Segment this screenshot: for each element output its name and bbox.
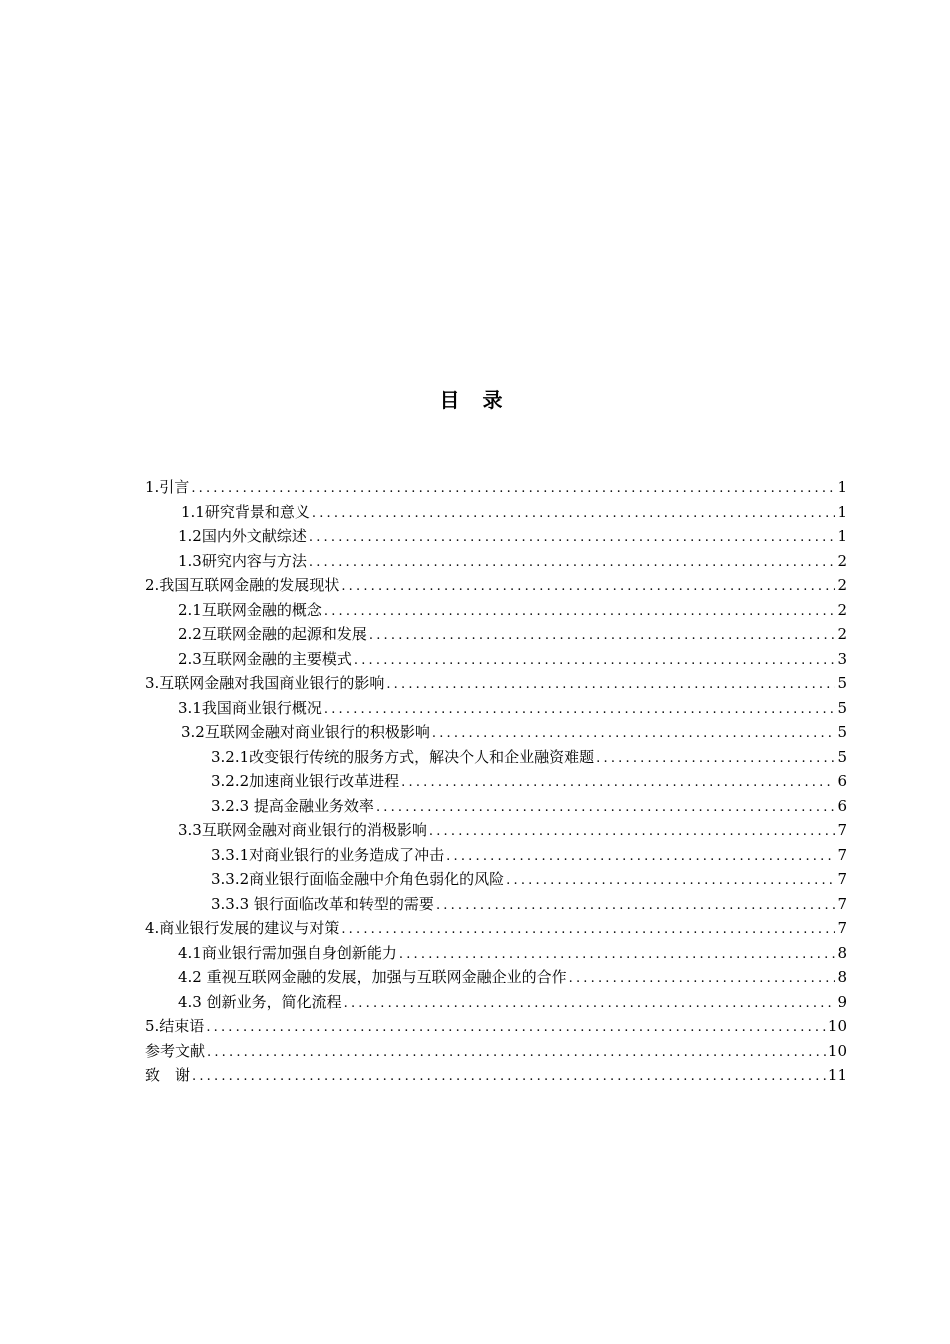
toc-leader-dots <box>569 967 836 992</box>
toc-entry[interactable] <box>145 794 847 819</box>
toc-entry-title: 3.2.3 提高金融业务效率 <box>211 796 374 815</box>
toc-entry-title: 3.1我国商业银行概况 <box>178 698 322 717</box>
toc-leader-dots <box>344 992 836 1017</box>
toc-entry-page: 5 <box>837 674 847 692</box>
toc-entry-page: 6 <box>837 796 847 815</box>
toc-entry-page: 9 <box>837 992 847 1011</box>
toc-entry[interactable] <box>145 720 847 745</box>
toc-entry-title: 1.1研究背景和意义 <box>181 502 310 521</box>
toc-entry[interactable] <box>145 1039 847 1064</box>
toc-entry[interactable] <box>145 990 847 1015</box>
toc-leader-dots <box>369 624 836 649</box>
toc-leader-dots <box>207 1041 826 1066</box>
toc-entry[interactable] <box>145 500 847 525</box>
toc-entry[interactable] <box>145 671 847 696</box>
toc-entry[interactable] <box>145 843 847 868</box>
toc-entry-page: 5 <box>837 698 847 717</box>
toc-entry-page: 11 <box>827 1066 847 1084</box>
toc-entry-title: 2.1互联网金融的概念 <box>178 600 322 619</box>
toc-leader-dots <box>309 551 836 576</box>
toc-leader-dots <box>206 1016 826 1041</box>
toc-entry-page: 7 <box>837 821 847 839</box>
toc-entry[interactable] <box>145 769 847 794</box>
toc-leader-dots <box>401 771 835 796</box>
toc-entry-title: 3.3.1对商业银行的业务造成了冲击 <box>211 845 445 864</box>
toc-leader-dots <box>309 526 836 551</box>
toc-entry-page: 5 <box>837 747 847 766</box>
toc-entry-title: 3.3.2商业银行面临金融中介角色弱化的风险 <box>211 870 505 888</box>
toc-entry[interactable] <box>145 598 847 623</box>
toc-leader-dots <box>324 698 836 723</box>
toc-entry-title: 2.2互联网金融的起源和发展 <box>178 625 367 643</box>
toc-entry[interactable] <box>145 941 847 966</box>
toc-entry-page: 10 <box>827 1041 847 1060</box>
toc-entry-page: 2 <box>837 600 847 619</box>
toc-entry[interactable] <box>145 1063 847 1088</box>
toc-leader-dots <box>436 894 836 919</box>
toc-entry[interactable] <box>145 916 847 941</box>
toc-entry-page: 1 <box>837 527 847 545</box>
toc-entry-page: 2 <box>837 551 847 570</box>
toc-entry-page: 7 <box>837 845 847 864</box>
toc-leader-dots <box>432 722 836 747</box>
toc-leader-dots <box>376 796 836 821</box>
toc-leader-dots <box>192 1065 826 1090</box>
toc-entry-title: 3.互联网金融对我国商业银行的影响 <box>145 674 385 692</box>
toc-entry[interactable] <box>145 1014 847 1039</box>
toc-entry-title: 1.2国内外文献综述 <box>178 527 307 545</box>
toc-entry-page: 8 <box>837 943 847 962</box>
toc-entry-page: 3 <box>837 649 847 668</box>
table-of-contents <box>145 475 847 1088</box>
toc-entry-page: 2 <box>837 625 847 643</box>
toc-entry[interactable] <box>145 549 847 574</box>
toc-entry-page: 1 <box>837 478 847 496</box>
toc-entry[interactable] <box>145 524 847 549</box>
toc-entry-page: 7 <box>837 870 847 888</box>
toc-entry-title: 2.3互联网金融的主要模式 <box>178 649 352 668</box>
toc-leader-dots <box>596 747 835 772</box>
toc-entry-page: 10 <box>827 1017 847 1035</box>
toc-entry-title: 1.3研究内容与方法 <box>178 551 307 570</box>
toc-entry-page: 6 <box>837 772 847 790</box>
toc-entry[interactable] <box>145 573 847 598</box>
toc-entry-page: 8 <box>837 968 847 986</box>
toc-leader-dots <box>341 575 835 600</box>
toc-entry-title: 3.2.2加速商业银行改革进程 <box>211 772 400 790</box>
toc-entry-title: 致 谢 <box>145 1066 191 1084</box>
toc-leader-dots <box>386 673 835 698</box>
toc-entry-title: 4.商业银行发展的建议与对策 <box>145 919 340 937</box>
toc-entry[interactable] <box>145 475 847 500</box>
toc-entry[interactable] <box>145 647 847 672</box>
toc-leader-dots <box>341 918 835 943</box>
toc-entry-title: 3.3互联网金融对商业银行的消极影响 <box>178 821 427 839</box>
toc-entry[interactable] <box>145 818 847 843</box>
page-title: 目 录 <box>439 388 511 412</box>
toc-leader-dots <box>399 943 836 968</box>
toc-entry[interactable] <box>145 892 847 917</box>
toc-entry-title: 参考文献 <box>145 1041 206 1060</box>
toc-entry[interactable] <box>145 696 847 721</box>
toc-entry-page: 1 <box>837 502 847 521</box>
toc-leader-dots <box>354 649 836 674</box>
toc-leader-dots <box>312 502 836 527</box>
toc-entry[interactable] <box>145 965 847 990</box>
toc-entry-title: 4.3 创新业务，简化流程 <box>178 992 342 1011</box>
toc-leader-dots <box>324 600 836 625</box>
toc-entry-title: 3.3.3 银行面临改革和转型的需要 <box>211 894 434 913</box>
toc-entry-title: 2.我国互联网金融的发展现状 <box>145 576 340 594</box>
toc-entry-title: 4.1商业银行需加强自身创新能力 <box>178 943 397 962</box>
toc-entry[interactable] <box>145 867 847 892</box>
toc-entry-title: 5.结束语 <box>145 1017 205 1035</box>
toc-entry-page: 5 <box>837 723 847 741</box>
toc-entry-page: 2 <box>837 576 847 594</box>
toc-leader-dots <box>191 477 835 502</box>
toc-entry[interactable] <box>145 745 847 770</box>
toc-entry-page: 7 <box>837 919 847 937</box>
toc-leader-dots <box>429 820 836 845</box>
toc-entry[interactable] <box>145 622 847 647</box>
toc-entry-page: 7 <box>837 894 847 913</box>
toc-entry-title: 1.引言 <box>145 478 190 496</box>
toc-entry-title: 3.2互联网金融对商业银行的积极影响 <box>181 723 430 741</box>
toc-entry-title: 4.2 重视互联网金融的发展，加强与互联网金融企业的合作 <box>178 968 567 986</box>
toc-entry-title: 3.2.1改变银行传统的服务方式，解决个人和企业融资难题 <box>211 747 595 766</box>
toc-leader-dots <box>506 869 835 894</box>
toc-leader-dots <box>446 845 835 870</box>
